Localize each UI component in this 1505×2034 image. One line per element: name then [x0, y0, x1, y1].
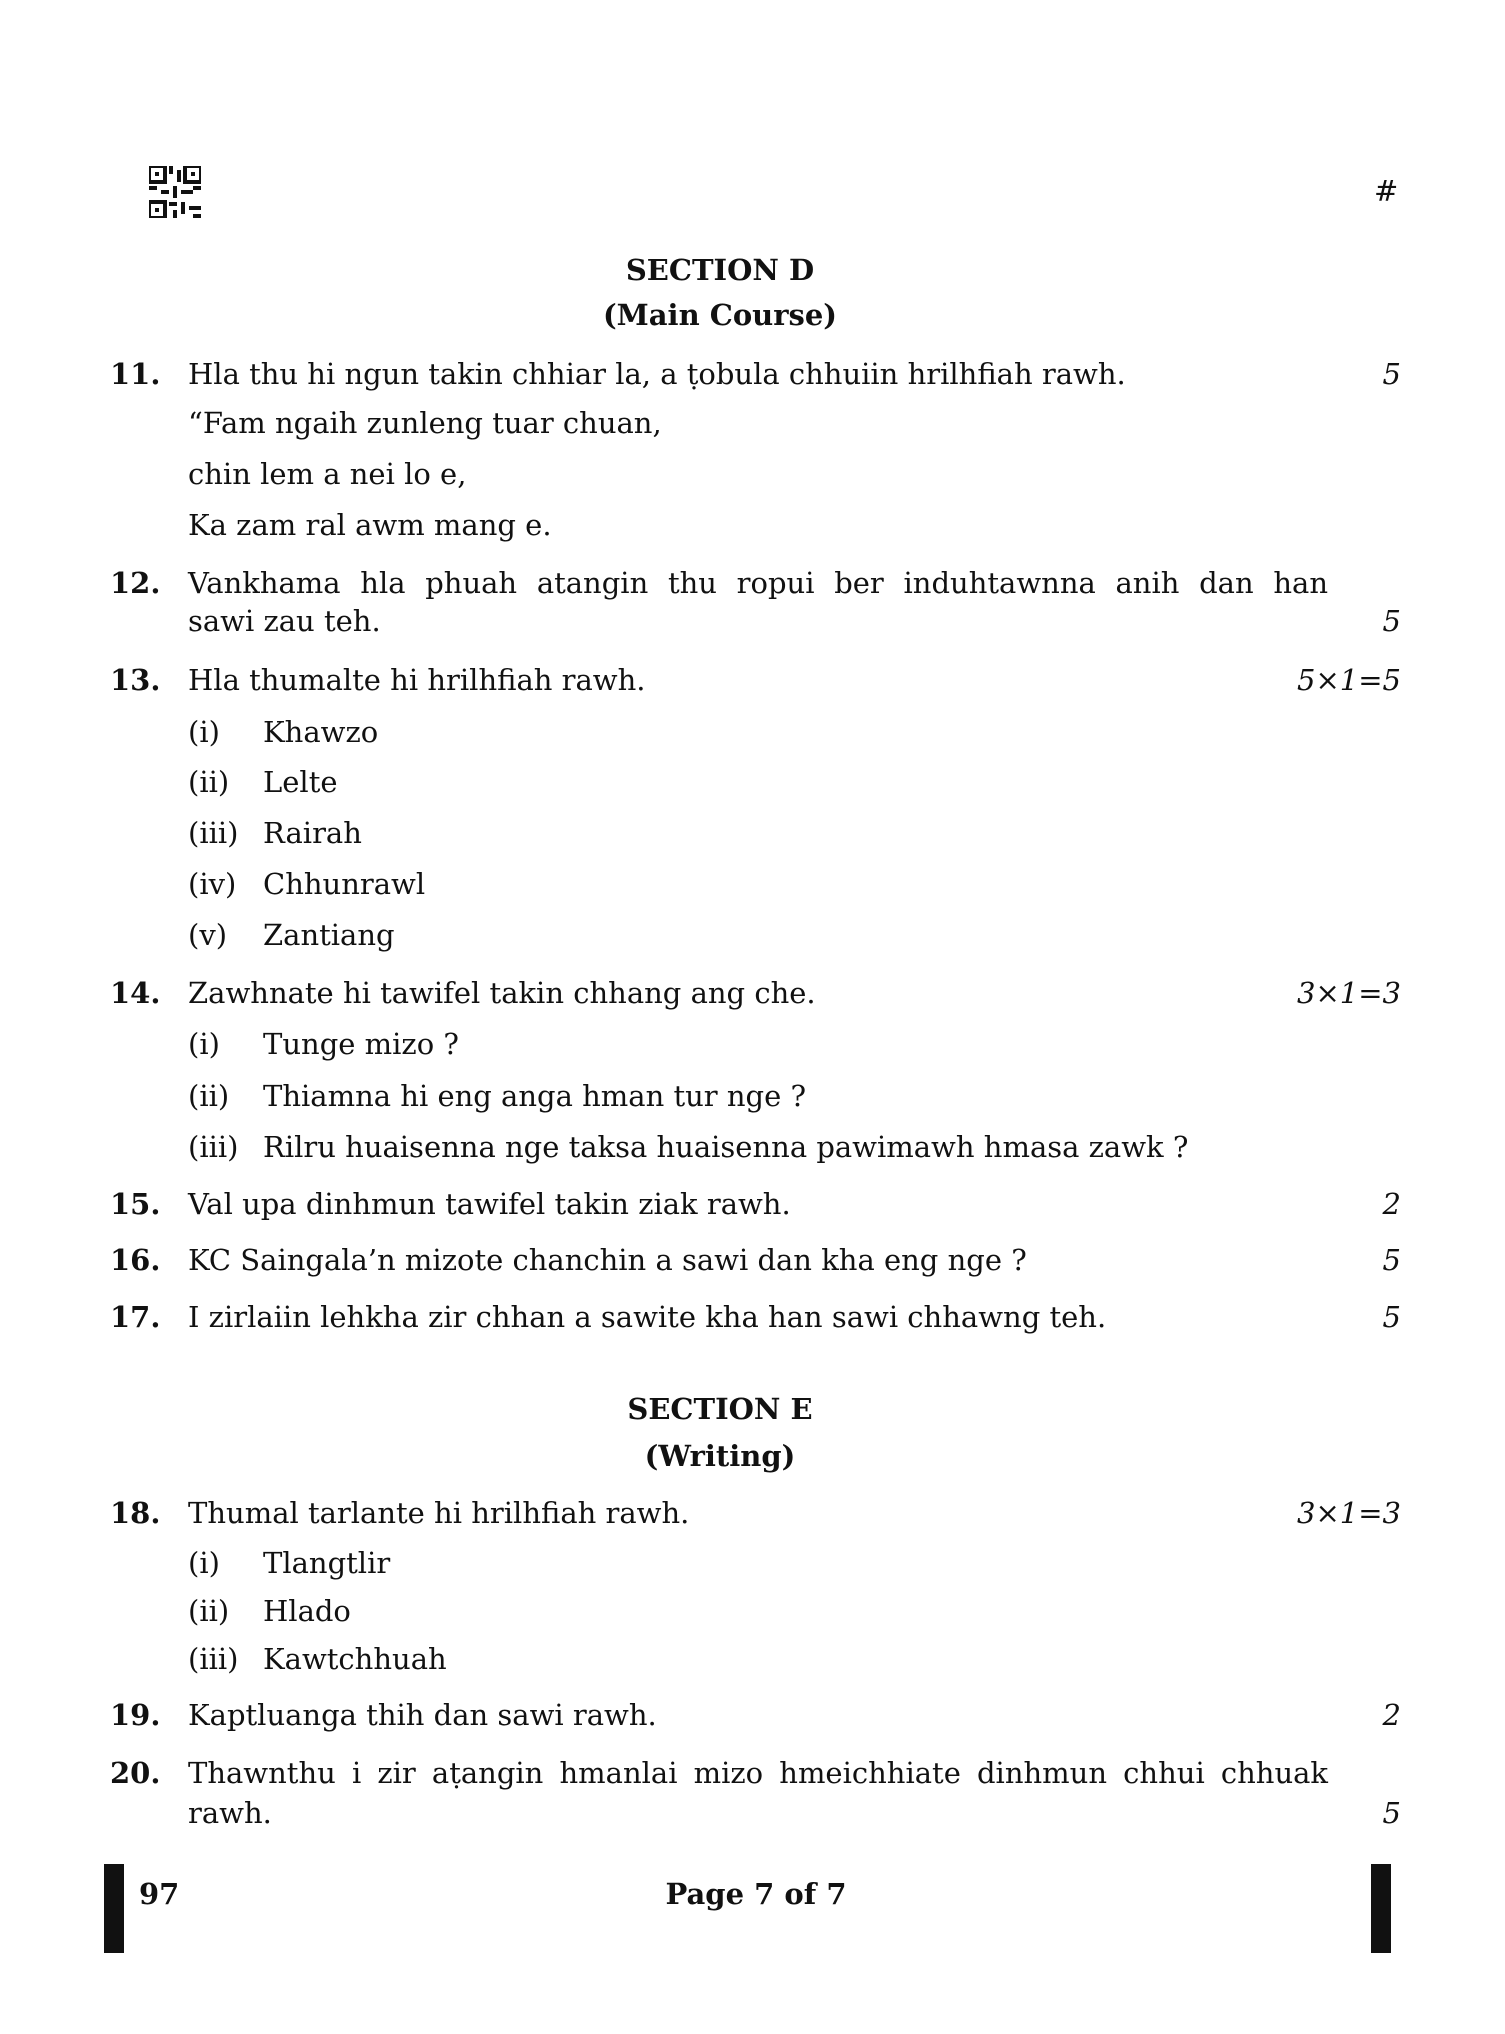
question-text: rawh.	[188, 1796, 272, 1830]
question-text: Kaptluanga thih dan sawi rawh.	[188, 1698, 657, 1732]
question-marks: 5×1=5	[1297, 663, 1401, 697]
poem-line: chin lem a nei lo e,	[188, 457, 467, 491]
question-marks: 5	[1382, 357, 1401, 391]
item-label: (i)	[188, 715, 220, 749]
question-text: Hla thumalte hi hrilhfiah rawh.	[188, 663, 646, 697]
question-number: 19.	[110, 1698, 161, 1732]
question-number: 13.	[110, 663, 161, 697]
question-number: 15.	[110, 1187, 161, 1221]
question-text: Vankhama hla phuah atangin thu ropui ber induhtawnna anih dan han	[188, 566, 1328, 600]
item-text: Kawtchhuah	[263, 1642, 447, 1676]
question-marks: 5	[1382, 1243, 1401, 1277]
section-d-title: SECTION D	[625, 253, 815, 287]
question-text: sawi zau teh.	[188, 604, 381, 638]
question-text: Thumal tarlante hi hrilhfiah rawh.	[188, 1496, 690, 1530]
question-number: 11.	[110, 357, 161, 391]
item-text: Rilru huaisenna nge taksa huaisenna pawimawh hmasa zawk ?	[263, 1130, 1189, 1164]
question-number: 16.	[110, 1243, 161, 1277]
item-text: Chhunrawl	[263, 867, 426, 901]
question-number: 12.	[110, 566, 161, 600]
question-text: Val upa dinhmun tawifel takin ziak rawh.	[188, 1187, 791, 1221]
question-number: 18.	[110, 1496, 161, 1530]
question-text: KC Saingala’n mizote chanchin a sawi dan kha eng nge ?	[188, 1243, 1027, 1277]
question-text: Thawnthu i zir aṭangin hmanlai mizo hmeichhiate dinhmun chhui chhuak	[188, 1756, 1328, 1790]
item-label: (iv)	[188, 867, 237, 901]
item-text: Khawzo	[263, 715, 379, 749]
paper-code: 97	[139, 1877, 180, 1911]
qr-code-icon	[149, 166, 201, 218]
item-text: Thiamna hi eng anga hman tur nge ?	[263, 1079, 807, 1113]
question-marks: 5	[1382, 1300, 1401, 1334]
question-text: Zawhnate hi tawifel takin chhang ang che.	[188, 976, 816, 1010]
item-label: (iii)	[188, 1130, 239, 1164]
question-marks: 3×1=3	[1297, 976, 1401, 1010]
item-text: Hlado	[263, 1594, 351, 1628]
section-d-subtitle: (Main Course)	[602, 298, 838, 332]
item-label: (iii)	[188, 1642, 239, 1676]
section-e-subtitle: (Writing)	[644, 1439, 796, 1473]
item-text: Lelte	[263, 765, 338, 799]
item-label: (ii)	[188, 765, 230, 799]
item-label: (ii)	[188, 1594, 230, 1628]
item-label: (i)	[188, 1027, 220, 1061]
item-text: Rairah	[263, 816, 362, 850]
question-marks: 2	[1382, 1187, 1401, 1221]
page-mark: #	[1374, 174, 1399, 208]
question-marks: 3×1=3	[1297, 1496, 1401, 1530]
item-label: (ii)	[188, 1079, 230, 1113]
item-label: (i)	[188, 1546, 220, 1580]
item-label: (iii)	[188, 816, 239, 850]
question-marks: 5	[1382, 1796, 1401, 1830]
poem-line: Ka zam ral awm mang e.	[188, 508, 552, 542]
section-e-title: SECTION E	[627, 1392, 813, 1426]
question-number: 20.	[110, 1756, 161, 1790]
question-number: 14.	[110, 976, 161, 1010]
question-marks: 5	[1382, 604, 1401, 638]
poem-line: “Fam ngaih zunleng tuar chuan,	[188, 406, 662, 440]
question-number: 17.	[110, 1300, 161, 1334]
page-number: Page 7 of 7	[665, 1877, 847, 1911]
question-marks: 2	[1382, 1698, 1401, 1732]
question-text: Hla thu hi ngun takin chhiar la, a ṭobula chhuiin hrilhfiah rawh.	[188, 357, 1126, 391]
item-text: Zantiang	[263, 918, 395, 952]
item-text: Tlangtlir	[263, 1546, 391, 1580]
item-label: (v)	[188, 918, 228, 952]
question-text: I zirlaiin lehkha zir chhan a sawite kha han sawi chhawng teh.	[188, 1300, 1107, 1334]
item-text: Tunge mizo ?	[263, 1027, 459, 1061]
